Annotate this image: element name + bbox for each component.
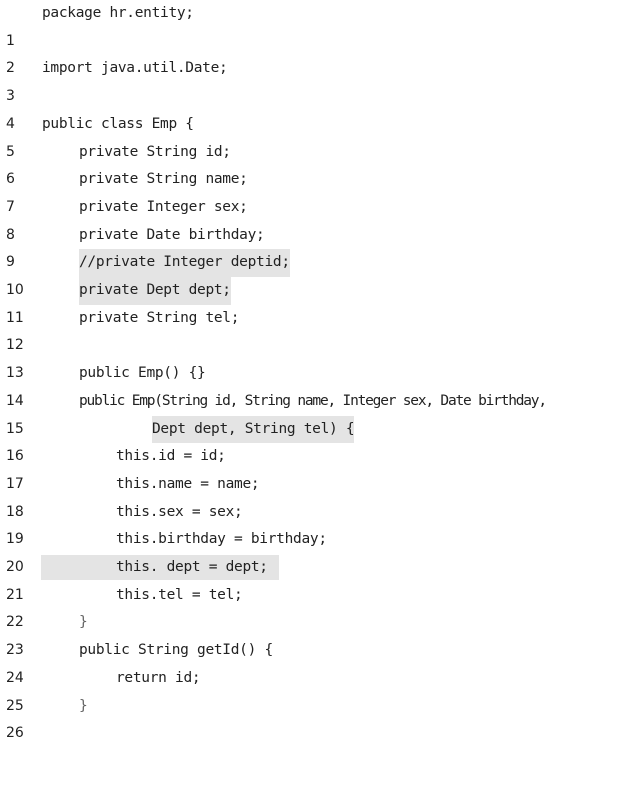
- line-number: 18: [6, 503, 24, 520]
- line-number: 23: [6, 642, 24, 659]
- line-number: 2: [6, 60, 15, 77]
- line-number: 15: [6, 420, 24, 437]
- code-line: [0, 305, 623, 354]
- code-text: private Integer sex;: [79, 198, 248, 215]
- code-line: [0, 665, 623, 714]
- code-text: }: [79, 697, 88, 714]
- code-line: [0, 0, 623, 49]
- line-number: 20: [6, 559, 24, 575]
- line-number: 1: [6, 32, 15, 49]
- code-text: //private Integer deptid;: [79, 249, 290, 277]
- line-number: 14: [6, 392, 24, 409]
- code-text: this.tel = tel;: [116, 586, 243, 603]
- line-number: 21: [6, 586, 24, 603]
- code-text: package hr.entity;: [42, 5, 194, 21]
- code-text: }: [79, 614, 88, 631]
- code-text: this.sex = sex;: [116, 503, 243, 520]
- code-text: this. dept = dept;: [116, 559, 268, 575]
- code-text: public class Emp {: [42, 115, 194, 132]
- line-number: 22: [6, 614, 24, 631]
- code-line: [0, 582, 623, 631]
- code-text: return id;: [116, 669, 201, 686]
- line-number: 19: [6, 531, 24, 548]
- line-number: 9: [6, 254, 15, 271]
- line-number: 10: [6, 282, 24, 298]
- line-number: 8: [6, 226, 15, 243]
- line-number: 16: [6, 448, 24, 465]
- line-number: 7: [6, 198, 15, 215]
- line-number: 17: [6, 475, 24, 492]
- code-text: public Emp(String id, String name, Integer sex, Date birthday,: [79, 392, 546, 409]
- code-text: private String tel;: [79, 309, 240, 326]
- code-line: [0, 55, 623, 105]
- code-text: this.name = name;: [116, 475, 260, 492]
- line-number: 3: [6, 88, 15, 105]
- code-text: private String name;: [79, 171, 248, 188]
- code-text: private Dept dept;: [79, 277, 231, 305]
- code-text: private String id;: [79, 143, 231, 160]
- line-number: 12: [6, 337, 24, 354]
- line-number: 13: [6, 365, 24, 382]
- code-text: public Emp() {}: [79, 365, 206, 382]
- code-text: public String getId() {: [79, 642, 273, 659]
- line-number: 6: [6, 171, 15, 188]
- code-line: [0, 693, 623, 742]
- line-number: 5: [6, 143, 15, 160]
- line-number: 4: [6, 115, 15, 132]
- code-text: import java.util.Date;: [42, 60, 228, 77]
- line-number: 25: [6, 697, 24, 714]
- code-text: this.birthday = birthday;: [116, 531, 327, 548]
- line-number: 11: [6, 309, 24, 326]
- code-text: Dept dept, String tel) {: [152, 416, 354, 444]
- line-number: 26: [6, 725, 24, 742]
- line-number: 24: [6, 669, 24, 686]
- code-text: this.id = id;: [116, 448, 226, 465]
- code-text: private Date birthday;: [79, 226, 265, 243]
